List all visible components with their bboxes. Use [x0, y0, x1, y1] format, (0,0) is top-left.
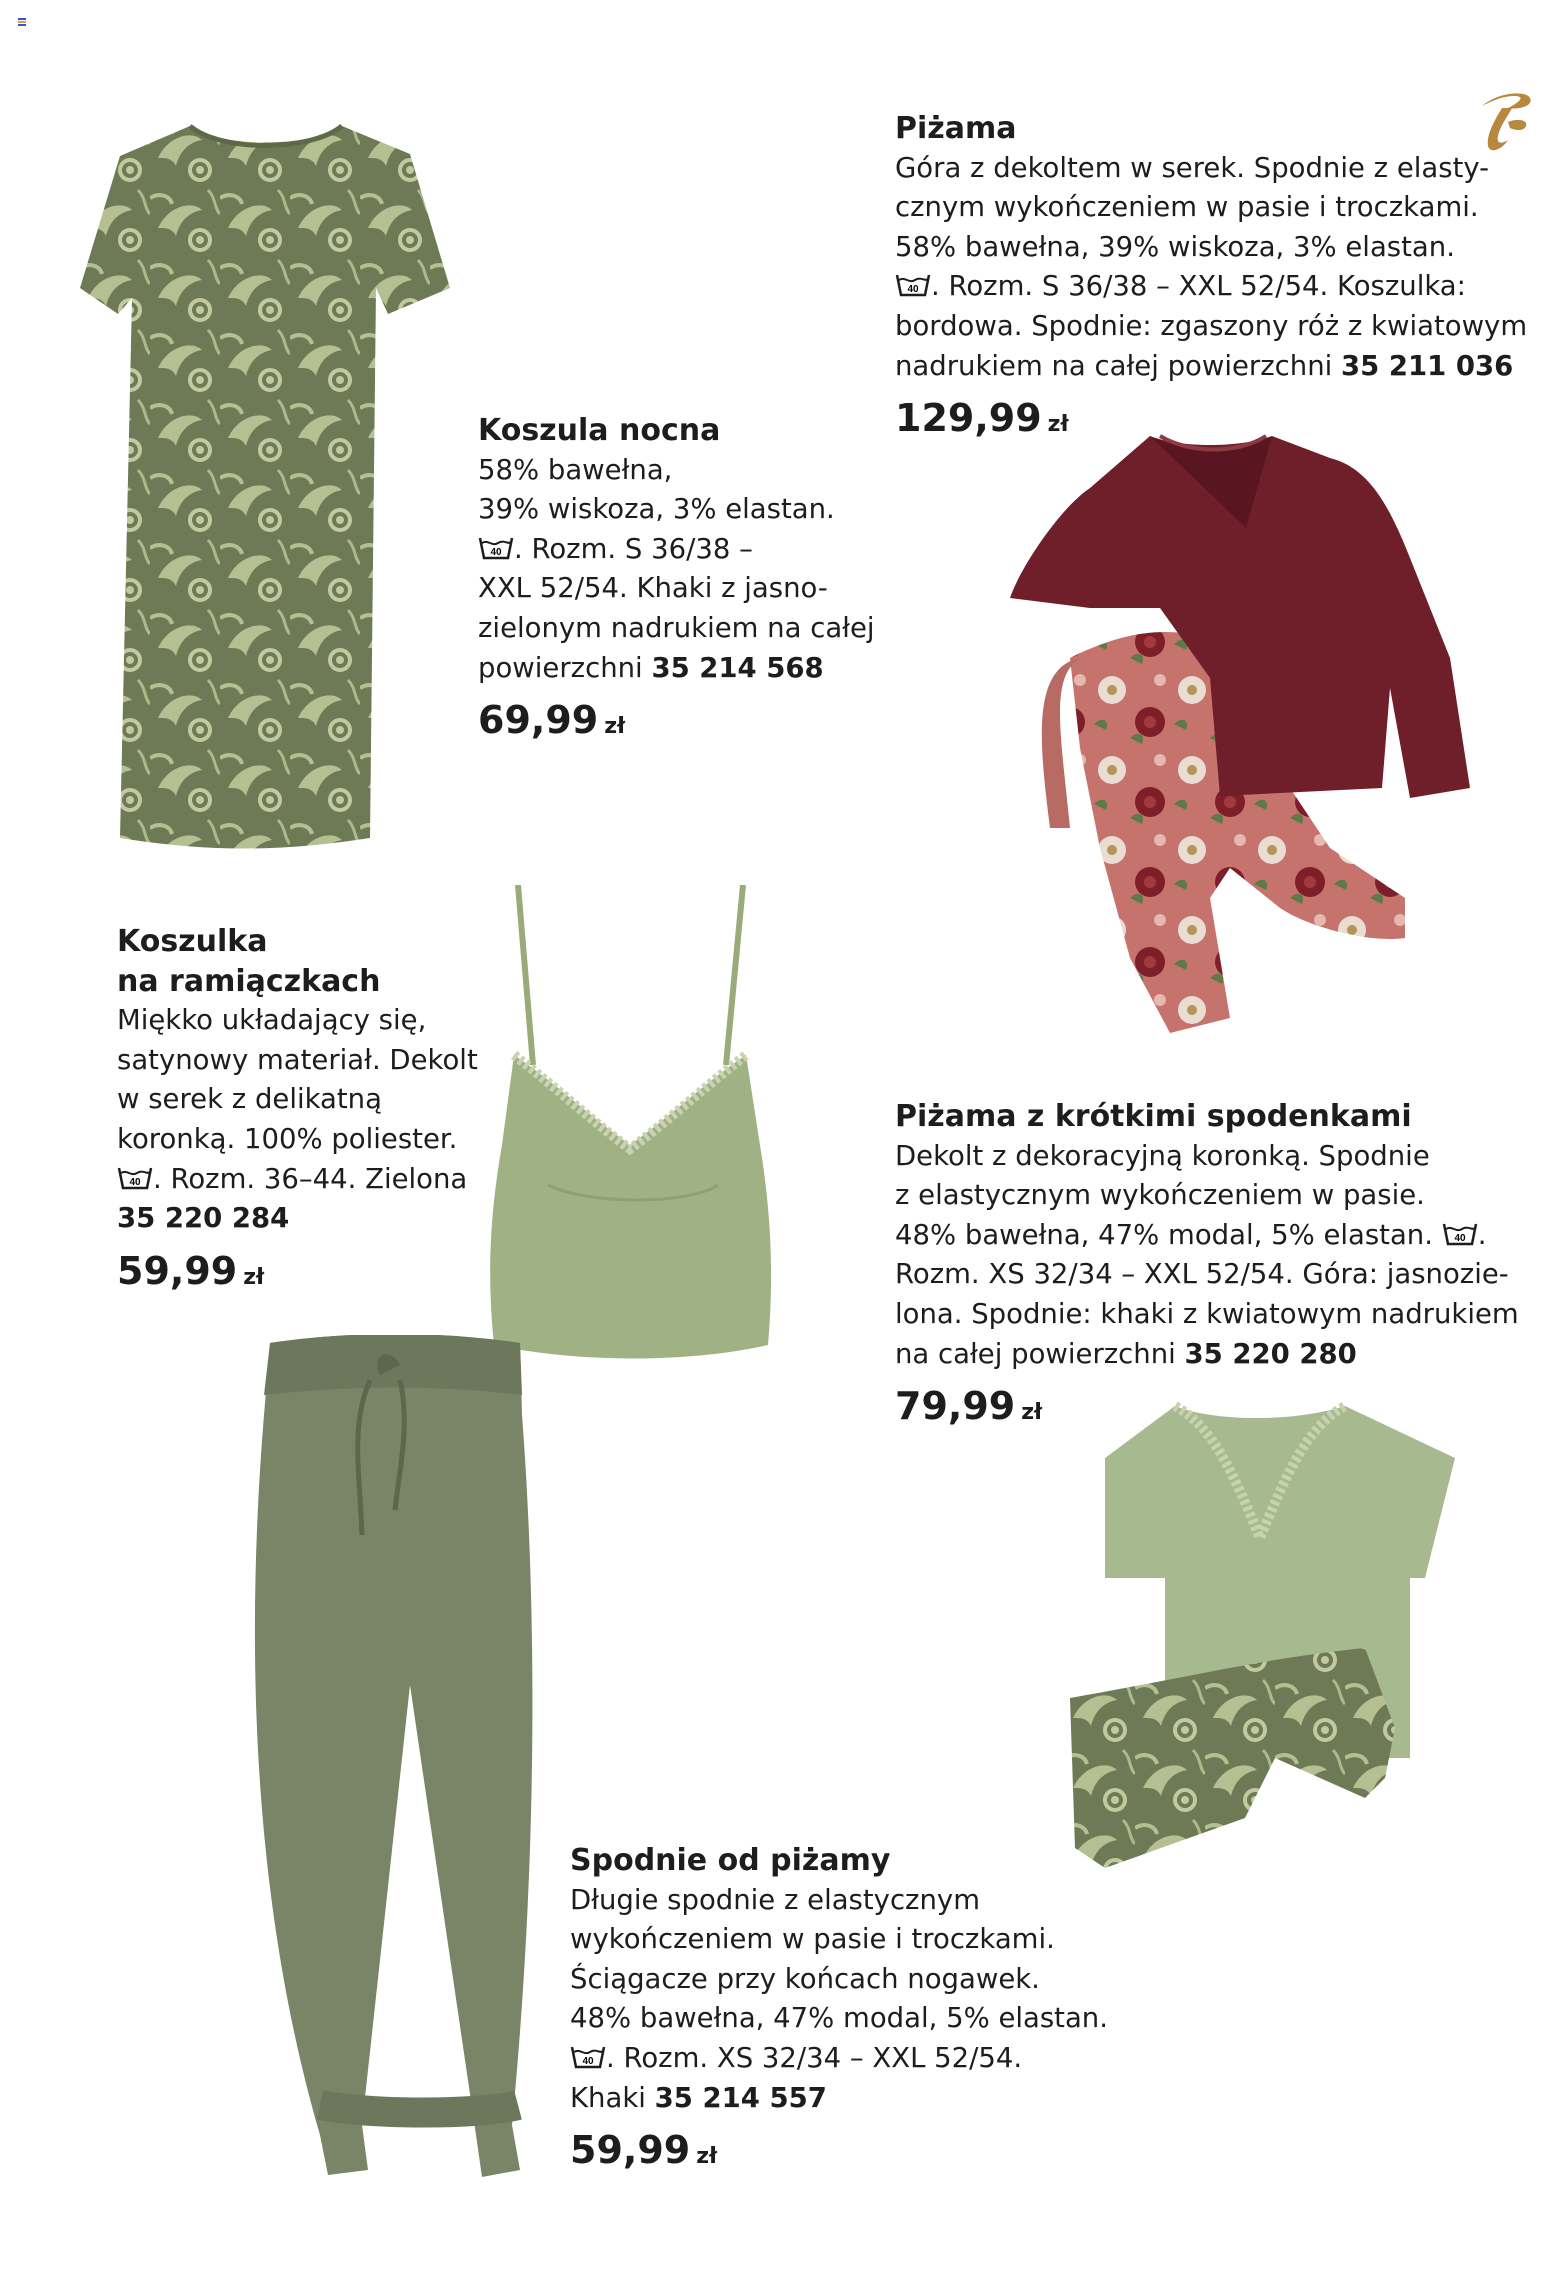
svg-text:40: 40	[907, 284, 919, 296]
product-desc-text: . Rozm. S 36/38 –	[514, 532, 753, 565]
product-desc-line: Ściągacze przy końcach nogawek.	[570, 1962, 1040, 1995]
product-spodnie	[570, 1841, 1108, 2179]
product-desc-line: Rozm. XS 32/34 – XXL 52/54. Góra: jasnozie-	[895, 1258, 1509, 1291]
product-desc-text: powierzchni	[478, 651, 652, 684]
nightdress-image	[80, 118, 460, 853]
product-desc-line-sku	[117, 1199, 478, 1239]
pyjama-image	[1010, 428, 1480, 1043]
product-desc-text: . Rozm. XS 32/34 – XXL 52/54.	[606, 2041, 1023, 2074]
product-desc-line: 39% wiskoza, 3% elastan.	[478, 493, 835, 526]
product-desc-line-wash	[117, 1160, 478, 1200]
product-desc-line: zielonym nadrukiem na całej	[478, 611, 875, 644]
product-sku: 35 211 036	[1341, 349, 1514, 382]
product-desc-line: 58% bawełna,	[478, 453, 673, 486]
product-desc-line: Miękko układający się,	[117, 1004, 427, 1037]
product-desc-line: satynowy materiał. Dekolt	[117, 1043, 478, 1076]
product-desc-line: 58% bawełna, 39% wiskoza, 3% elastan.	[895, 230, 1455, 263]
menu-icon[interactable]	[18, 18, 26, 26]
product-desc-text: 48% bawełna, 47% modal, 5% elastan.	[895, 1218, 1442, 1251]
product-desc-line: Dekolt z dekoracyjną koronką. Spodnie	[895, 1139, 1430, 1172]
product-pizama-krotka	[895, 1097, 1519, 1435]
currency-label: zł	[604, 714, 626, 740]
product-price-row	[895, 396, 1527, 447]
product-price: 129,99	[895, 396, 1042, 441]
svg-text:40: 40	[129, 1176, 141, 1188]
product-price: 59,99	[117, 1248, 238, 1293]
wash-40-icon	[570, 2044, 606, 2070]
product-desc-line: 48% bawełna, 47% modal, 5% elastan.	[570, 2002, 1108, 2035]
product-title-line-2: na ramiączkach	[117, 963, 381, 999]
product-sku: 35 220 284	[117, 1202, 290, 1235]
currency-label: zł	[696, 2144, 718, 2170]
product-desc-line: XXL 52/54. Khaki z jasno-	[478, 572, 828, 605]
product-title: Koszulka	[117, 924, 268, 959]
svg-text:40: 40	[1454, 1232, 1466, 1244]
product-title: Spodnie od piżamy	[570, 1843, 891, 1878]
product-price: 69,99	[478, 698, 599, 743]
currency-label: zł	[1047, 412, 1069, 438]
product-desc-line: Góra z dekoltem w serek. Spodnie z elasty-	[895, 151, 1490, 184]
product-desc-line-sku	[895, 1335, 1519, 1375]
product-pizama	[895, 109, 1527, 447]
product-desc-text: . Rozm. 36–44. Zielona	[153, 1162, 468, 1195]
product-sku: 35 214 557	[654, 2081, 827, 2114]
product-desc-line: wykończeniem w pasie i troczkami.	[570, 1923, 1055, 1956]
svg-text:40: 40	[490, 546, 502, 558]
product-title: Koszula nocna	[478, 413, 721, 448]
product-desc-line-sku	[478, 649, 875, 689]
product-desc-line-wash	[570, 2039, 1108, 2079]
product-desc-line: koronką. 100% poliester.	[117, 1122, 458, 1155]
product-desc-line: lona. Spodnie: khaki z kwiatowym nadrukiem	[895, 1297, 1519, 1330]
product-title: Piżama	[895, 111, 1017, 146]
product-desc-line: z elastycznym wykończeniem w pasie.	[895, 1179, 1425, 1212]
product-desc-text: . Rozm. S 36/38 – XXL 52/54. Koszulka:	[931, 270, 1466, 303]
product-desc-line: Długie spodnie z elastycznym	[570, 1883, 980, 1916]
camisole-image	[488, 885, 773, 1400]
product-price: 59,99	[570, 2128, 691, 2173]
product-desc-line-wash	[478, 530, 875, 570]
product-koszulka	[117, 922, 478, 1300]
wash-40-icon	[117, 1165, 153, 1191]
product-desc-line-sku	[895, 347, 1527, 387]
product-desc-line-wash: 48% bawełna, 47% modal, 5% elastan. 40 .	[895, 1218, 1487, 1251]
currency-label: zł	[1021, 1400, 1043, 1426]
product-price: 79,99	[895, 1384, 1016, 1429]
product-desc-text: Khaki	[570, 2081, 655, 2114]
product-desc-line: w serek z delikatną	[117, 1083, 382, 1116]
product-price-row	[570, 2128, 1108, 2179]
currency-label: zł	[243, 1264, 265, 1290]
product-price-row	[117, 1249, 478, 1300]
wash-40-icon	[1442, 1221, 1478, 1247]
product-desc-text: nadrukiem na całej powierzchni	[895, 349, 1342, 382]
shortie-pyjama-image	[1065, 1398, 1475, 1918]
product-desc-text: na całej powierzchni	[895, 1337, 1185, 1370]
wash-40-icon	[895, 272, 931, 298]
product-sku: 35 220 280	[1184, 1337, 1357, 1370]
product-desc-line-sku	[570, 2079, 1108, 2119]
pajama-pants-image	[250, 1335, 540, 2180]
product-desc-line: cznym wykończeniem w pasie i troczkami.	[895, 191, 1479, 224]
product-koszula-nocna	[478, 411, 875, 749]
product-sku: 35 214 568	[651, 651, 824, 684]
wash-40-icon	[478, 535, 514, 561]
svg-text:40: 40	[582, 2055, 594, 2067]
product-desc-line: bordowa. Spodnie: zgaszony róż z kwiatowym	[895, 309, 1528, 342]
product-desc-line-wash	[895, 267, 1527, 307]
product-price-row	[478, 698, 875, 749]
product-price-row	[895, 1384, 1519, 1435]
product-title: Piżama z krótkimi spodenkami	[895, 1099, 1412, 1134]
